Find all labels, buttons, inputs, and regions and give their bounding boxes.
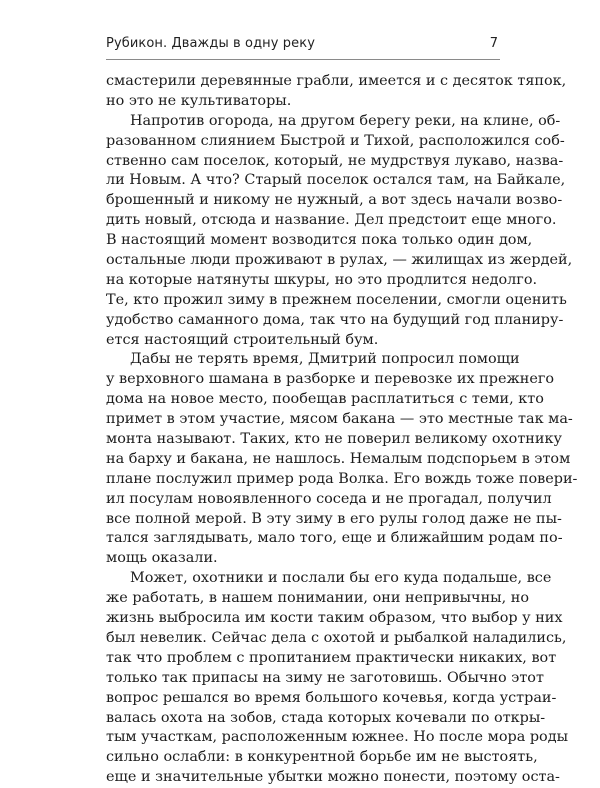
page-number: 7: [489, 36, 498, 51]
body-text: [106, 72, 578, 788]
text-line: плане послужил пример рода Волка. Его вождь тоже повери-: [106, 470, 578, 487]
text-line: ил посулам новоявленного соседа и не прогадал, получил: [106, 490, 552, 507]
text-line: на которые натянуты шкуры, но это продлится недолго.: [106, 271, 538, 288]
text-line: брошенный и никому не нужный, а вот здесь начали возво-: [106, 192, 563, 209]
text-line: только так припасы на зиму не заготовишь. Обычно этот: [106, 669, 544, 686]
text-line: удобство саманного дома, так что на будущий год планиру-: [106, 311, 564, 328]
text-line: остальные люди проживают в рулах, — жилищах из жердей,: [106, 252, 573, 269]
text-line: сильно ослабли: в конкурентной борьбе им не выстоять,: [106, 749, 538, 766]
text-line: так что проблем с пропитанием практически никаких, вот: [106, 649, 557, 666]
text-line: тым участкам, расположенным южнее. Но после мора роды: [106, 729, 569, 746]
text-line: ется настоящий строительный бум.: [106, 331, 379, 348]
text-line: мощь оказали.: [106, 550, 218, 567]
paragraph: [106, 112, 573, 351]
running-head-title: Рубикон. Дважды в одну реку: [106, 36, 316, 51]
text-line: у верховного шамана в разборке и перевозке их прежнего: [106, 371, 555, 388]
book-page: [106, 36, 578, 788]
text-line: валась охота на зобов, стада которых кочевали по откры-: [106, 709, 546, 726]
text-line: монта называют. Таких, кто не поверил великому охотнику: [106, 431, 562, 448]
text-line: Дабы не терять время, Дмитрий попросил помощи: [130, 351, 520, 368]
text-line: все полной мерой. В эту зиму в его рулы голод даже не пы-: [106, 510, 562, 527]
text-line: В настоящий момент возводится пока только один дом,: [106, 232, 533, 249]
text-line: тался заглядывать, мало того, еще и ближайшим родам по-: [106, 530, 563, 547]
text-line: дить новый, отсюда и название. Дел предстоит еще много.: [106, 212, 557, 229]
paragraph: [106, 350, 578, 569]
text-line: Может, охотники и послали бы его куда подальше, все: [130, 570, 552, 587]
text-line: Те, кто прожил зиму в прежнем поселении, смогли оценить: [106, 291, 567, 308]
text-line: примет в этом участие, мясом бакана — это местные так ма-: [106, 411, 573, 428]
text-line: жизнь выбросила им кости таким образом, что выбор у них: [106, 610, 563, 627]
text-line: смастерили деревянные грабли, имеется и с десяток тяпок,: [106, 73, 567, 89]
text-line: еще и значительные убытки можно понести, поэтому оста-: [106, 769, 560, 786]
text-line: но это не культиваторы.: [106, 92, 292, 109]
running-header: [106, 36, 500, 60]
text-line: же работать, в нашем понимании, они непривычны, но: [106, 590, 530, 607]
paragraph: [106, 569, 569, 788]
text-line: ственно сам поселок, который, не мудрствуя лукаво, назва-: [106, 152, 564, 169]
paragraph: [106, 72, 567, 112]
text-line: дома на новое место, пообещав расплатиться с теми, кто: [106, 391, 544, 408]
text-line: на барху и бакана, не нашлось. Немалым подспорьем в этом: [106, 450, 571, 467]
text-line: разованном слиянием Быстрой и Тихой, расположился соб-: [106, 132, 565, 149]
text-line: был невелик. Сейчас дела с охотой и рыбалкой наладились,: [106, 629, 567, 646]
text-line: вопрос решался во время большого кочевья, когда устраи-: [106, 689, 557, 706]
text-line: ли Новым. А что? Старый поселок остался там, на Байкале,: [106, 172, 566, 189]
text-line: Напротив огорода, на другом берегу реки, на клине, об-: [130, 112, 561, 129]
